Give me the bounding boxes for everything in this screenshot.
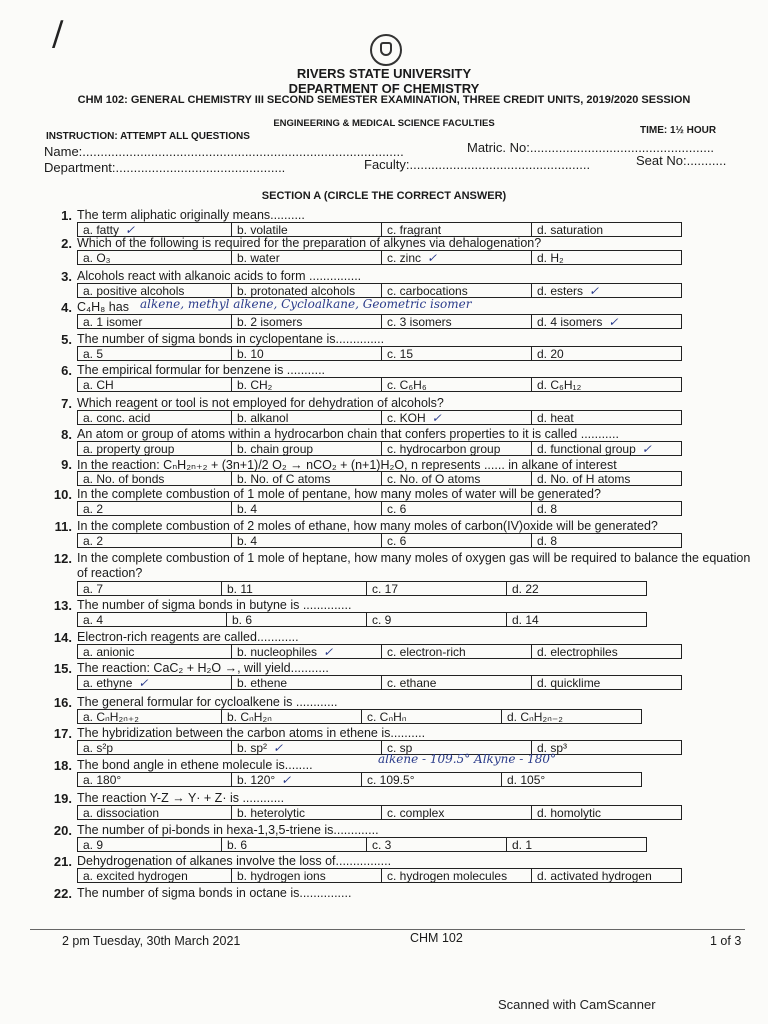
answer-option-label: d. 4 isomers (537, 315, 603, 329)
answer-option-label: c. No. of O atoms (387, 472, 481, 486)
question-number: 19. (53, 791, 72, 806)
answer-option[interactable] (382, 533, 532, 548)
question-number: 5. (61, 332, 72, 347)
exam-title: CHM 102: GENERAL CHEMISTRY III SECOND SEMESTER EXAMINATION, THREE CREDIT UNITS, 2019/2020 SESSION (77, 94, 691, 106)
answer-option[interactable] (222, 581, 367, 596)
answer-option[interactable] (532, 868, 682, 883)
answer-options-row (77, 675, 682, 691)
question-number: 20. (53, 823, 72, 838)
question-number: 4. (61, 300, 72, 315)
answer-option-label: c. C₆H₆ (387, 378, 427, 392)
instruction: INSTRUCTION: ATTEMPT ALL QUESTIONS (46, 131, 250, 142)
answer-option-label: d. 8 (537, 534, 558, 548)
answer-option-label: c. 3 (372, 838, 392, 852)
question-text: C₄H₈ has (77, 300, 129, 314)
handwritten-note-q4: alkene, methyl alkene, Cycloalkane, Geometric isomer (140, 297, 472, 311)
answer-option-label: b. 120° (237, 773, 276, 787)
university-name: RIVERS STATE UNIVERSITY (296, 66, 472, 81)
answer-options-row (77, 772, 642, 788)
answer-options-row (77, 471, 682, 487)
answer-options-row (77, 250, 682, 266)
answer-option-label: b. 2 isomers (237, 315, 303, 329)
answer-option[interactable] (77, 740, 232, 755)
answer-option[interactable] (532, 805, 682, 820)
answer-option[interactable] (502, 709, 642, 724)
answer-option[interactable] (382, 377, 532, 392)
answer-option[interactable] (507, 612, 647, 627)
answer-option[interactable] (382, 471, 532, 486)
answer-options-row (77, 501, 682, 517)
answer-option[interactable] (77, 709, 222, 724)
answer-option[interactable] (532, 471, 682, 486)
answer-option[interactable] (232, 675, 382, 690)
answer-option-label: b. water (237, 251, 280, 265)
answer-option-label: d. 20 (537, 347, 564, 361)
answer-option-label: c. fragrant (387, 223, 442, 237)
question-number: 16. (53, 695, 72, 710)
answer-option-label: d. CₙH₂ₙ₋₂ (507, 710, 563, 724)
footer-rule (30, 929, 745, 930)
answer-option[interactable] (382, 868, 532, 883)
answer-option[interactable] (232, 441, 382, 456)
answer-option-label: a. 2 (83, 502, 104, 516)
question-text: Electron-rich reagents are called............ (77, 630, 299, 644)
answer-option-label: d. saturation (537, 223, 604, 237)
answer-option[interactable] (502, 772, 642, 787)
answer-option[interactable] (232, 805, 382, 820)
answer-options-row (77, 441, 682, 457)
answer-option-label: d. C₆H₁₂ (537, 378, 582, 392)
answer-option-label: b. CH₂ (237, 378, 273, 392)
answer-option[interactable] (77, 222, 232, 237)
answer-option-label: c. hydrocarbon group (387, 442, 501, 456)
answer-option[interactable] (222, 837, 367, 852)
answer-option[interactable] (382, 314, 532, 329)
camscanner-watermark: Scanned with CamScanner (498, 997, 656, 1012)
check-mark-icon: ✓ (641, 442, 652, 456)
answer-option-label: c. zinc (387, 251, 422, 265)
answer-option[interactable] (382, 441, 532, 456)
answer-option[interactable] (232, 501, 382, 516)
answer-option[interactable] (77, 675, 232, 690)
question-text: The term aliphatic originally means.......... (77, 208, 305, 222)
question-number: 6. (61, 363, 72, 378)
question-text: The reaction: CaC₂ + H₂O →, will yield........... (77, 661, 329, 675)
question-number: 13. (53, 598, 72, 613)
answer-option[interactable] (232, 222, 382, 237)
answer-option-label: d. 22 (512, 582, 539, 596)
answer-option[interactable] (77, 471, 232, 486)
question-text: An atom or group of atoms within a hydrocarbon chain that confers properties to it is called ........... (77, 427, 619, 441)
question-number: 3. (61, 269, 72, 284)
answer-option[interactable] (532, 644, 682, 659)
footer-course: CHM 102 (410, 931, 463, 945)
answer-options-row (77, 837, 647, 853)
answer-option[interactable] (232, 314, 382, 329)
answer-option-label: a. fatty (83, 223, 120, 237)
answer-options-row (77, 533, 682, 549)
department-field: Department:............................................... (44, 160, 286, 175)
answer-option[interactable] (532, 501, 682, 516)
question-text: The number of sigma bonds in butyne is .............. (77, 598, 352, 612)
answer-option-label: c. sp (387, 741, 413, 755)
handwritten-note-q18: alkene - 109.5° Alkyne - 180° (378, 752, 557, 766)
question-text: The general formular for cycloalkene is ............ (77, 695, 338, 709)
answer-option[interactable] (382, 410, 532, 425)
question-number: 7. (61, 396, 72, 411)
answer-option-label: c. 9 (372, 613, 392, 627)
answer-option-label: d. 8 (537, 502, 558, 516)
answer-option-label: c. KOH (387, 411, 426, 425)
answer-option[interactable] (367, 612, 507, 627)
answer-option-label: a. 5 (83, 347, 104, 361)
answer-option[interactable] (507, 581, 647, 596)
answer-option-label: b. CₙH₂ₙ (227, 710, 272, 724)
question-number: 14. (53, 630, 72, 645)
answer-option[interactable] (77, 314, 232, 329)
answer-option-label: c. complex (387, 806, 445, 820)
answer-option-label: d. 1 (512, 838, 533, 852)
question-text: The number of sigma bonds in octane is............... (77, 886, 352, 900)
answer-options-row (77, 377, 682, 393)
answer-option[interactable] (222, 709, 362, 724)
answer-option-label: b. 6 (232, 613, 253, 627)
answer-option-label: b. sp² (237, 741, 268, 755)
question-text: The reaction Y-Z → Y· + Z· is ............ (77, 791, 285, 805)
university-logo (370, 34, 402, 66)
answer-option-label: a. 7 (83, 582, 104, 596)
answer-option-label: c. ethane (387, 676, 437, 690)
answer-option-label: a. CH (83, 378, 114, 392)
answer-option-label: a. excited hydrogen (83, 869, 188, 883)
answer-option[interactable] (77, 805, 232, 820)
question-text-continued: of reaction? (77, 566, 143, 580)
answer-options-row (77, 581, 647, 597)
question-number: 15. (53, 661, 72, 676)
answer-option-label: a. 180° (83, 773, 122, 787)
answer-option-label: d. quicklime (537, 676, 601, 690)
answer-option[interactable] (77, 250, 232, 265)
answer-option-label: d. esters (537, 284, 584, 298)
answer-options-row (77, 805, 682, 821)
answer-option-label: a. positive alcohols (83, 284, 185, 298)
answer-option-label: a. anionic (83, 645, 135, 659)
answer-options-row (77, 410, 682, 426)
answer-option-label: b. volatile (237, 223, 288, 237)
answer-option-label: a. O₃ (83, 251, 111, 265)
answer-option[interactable] (532, 314, 682, 329)
answer-option-label: a. property group (83, 442, 175, 456)
answer-option[interactable] (532, 283, 682, 298)
faculties-line: ENGINEERING & MEDICAL SCIENCE FACULTIES (273, 118, 495, 129)
answer-option-label: d. 14 (512, 613, 539, 627)
answer-option[interactable] (532, 410, 682, 425)
answer-option[interactable] (367, 837, 507, 852)
answer-option[interactable] (362, 709, 502, 724)
answer-option-label: c. 6 (387, 502, 407, 516)
answer-options-row (77, 314, 682, 330)
answer-option[interactable] (532, 250, 682, 265)
question-number: 12. (53, 551, 72, 566)
answer-option[interactable] (227, 612, 367, 627)
answer-option-label: b. 4 (237, 502, 258, 516)
question-text: In the reaction: CₙH₂ₙ₊₂ + (3n+1)/2 O₂ → nCO₂ + (n+1)H₂O, n represents ...... in alkane of interest (77, 458, 617, 472)
answer-option[interactable] (77, 377, 232, 392)
answer-option[interactable] (77, 837, 222, 852)
answer-option[interactable] (232, 644, 382, 659)
question-number: 21. (53, 854, 72, 869)
answer-option[interactable] (77, 533, 232, 548)
answer-option-label: b. 6 (227, 838, 248, 852)
answer-option-label: b. ethene (237, 676, 288, 690)
answer-option-label: a. 1 isomer (83, 315, 143, 329)
check-mark-icon: ✓ (589, 284, 600, 298)
answer-option[interactable] (232, 471, 382, 486)
answer-option[interactable] (77, 581, 222, 596)
answer-option[interactable] (77, 283, 232, 298)
answer-option[interactable] (232, 250, 382, 265)
answer-options-row (77, 644, 682, 660)
answer-option-label: b. nucleophiles (237, 645, 318, 659)
answer-option[interactable] (382, 644, 532, 659)
question-text: The bond angle in ethene molecule is........ (77, 758, 313, 772)
section-title: SECTION A (CIRCLE THE CORRECT ANSWER) (261, 190, 507, 202)
answer-option-label: c. 17 (372, 582, 399, 596)
question-text: Which reagent or tool is not employed for dehydration of alcohols? (77, 396, 444, 410)
question-number: 2. (61, 236, 72, 251)
answer-option[interactable] (232, 740, 382, 755)
answer-option-label: d. heat (537, 411, 574, 425)
answer-option-label: b. 11 (227, 582, 253, 596)
question-text: The empirical formular for benzene is ........... (77, 363, 326, 377)
question-number: 10. (53, 487, 72, 502)
answer-options-row (77, 346, 682, 362)
check-mark-icon: ✓ (125, 223, 136, 237)
answer-option[interactable] (232, 533, 382, 548)
answer-option[interactable] (77, 644, 232, 659)
answer-option[interactable] (367, 581, 507, 596)
answer-option-label: c. 6 (387, 534, 407, 548)
answer-option-label: a. ethyne (83, 676, 133, 690)
faculty-field: Faculty:.................................................. (364, 157, 591, 172)
answer-option[interactable] (77, 441, 232, 456)
answer-option[interactable] (77, 501, 232, 516)
answer-option-label: a. CₙH₂ₙ₊₂ (83, 710, 139, 724)
exam-time: TIME: 1½ HOUR (640, 125, 717, 136)
check-mark-icon: ✓ (138, 676, 149, 690)
question-text: The hybridization between the carbon atoms in ethene is.......... (77, 726, 426, 740)
answer-option-label: d. activated hydrogen (537, 869, 652, 883)
answer-option-label: c. 3 isomers (387, 315, 452, 329)
question-text: In the complete combustion of 2 moles of ethane, how many moles of carbon(IV)oxide will be generated? (77, 519, 658, 533)
answer-option[interactable] (77, 772, 232, 787)
answer-option[interactable] (232, 346, 382, 361)
answer-option-label: c. 109.5° (367, 773, 415, 787)
check-mark-icon: ✓ (273, 741, 284, 755)
answer-option[interactable] (532, 377, 682, 392)
answer-options-row (77, 709, 642, 725)
question-text: Which of the following is required for the preparation of alkynes via dehalogenation? (77, 236, 542, 250)
question-number: 17. (53, 726, 72, 741)
answer-option[interactable] (382, 346, 532, 361)
answer-option-label: d. H₂ (537, 251, 564, 265)
answer-option-label: b. hydrogen ions (237, 869, 326, 883)
answer-option-label: a. 2 (83, 534, 104, 548)
answer-option-label: d. 105° (507, 773, 546, 787)
answer-option-label: b. alkanol (237, 411, 289, 425)
footer-page: 1 of 3 (710, 934, 742, 948)
answer-option[interactable] (532, 222, 682, 237)
answer-option[interactable] (382, 501, 532, 516)
answer-option[interactable] (382, 222, 532, 237)
answer-option[interactable] (232, 377, 382, 392)
answer-option-label: a. conc. acid (83, 411, 151, 425)
answer-option-label: c. electron-rich (387, 645, 466, 659)
answer-option-label: a. 4 (83, 613, 104, 627)
answer-option-label: d. functional group (537, 442, 636, 456)
answer-option-label: c. CₙHₙ (367, 710, 407, 724)
answer-option[interactable] (382, 250, 532, 265)
check-mark-icon: ✓ (608, 315, 619, 329)
answer-option-label: d. electrophiles (537, 645, 618, 659)
answer-option[interactable] (507, 837, 647, 852)
question-text: In the complete combustion of 1 mole of pentane, how many moles of water will be generated? (77, 487, 601, 501)
question-text: Alcohols react with alkanoic acids to form ............... (77, 269, 362, 283)
answer-option[interactable] (382, 283, 532, 298)
question-text: In the complete combustion of 1 mole of heptane, how many moles of oxygen gas will be required to balance the equation (77, 551, 751, 565)
answer-option-label: c. hydrogen molecules (387, 869, 508, 883)
answer-option[interactable] (382, 805, 532, 820)
check-mark-icon: ✓ (323, 645, 334, 659)
answer-option[interactable] (77, 410, 232, 425)
answer-option-label: d. sp³ (537, 741, 568, 755)
answer-options-row (77, 868, 682, 884)
answer-option[interactable] (77, 346, 232, 361)
question-text: Dehydrogenation of alkanes involve the loss of................ (77, 854, 392, 868)
question-number: 9. (61, 457, 72, 472)
check-mark-icon: ✓ (431, 411, 442, 425)
answer-option-label: b. protonated alcohols (237, 284, 356, 298)
answer-option[interactable] (532, 533, 682, 548)
question-text: The number of pi-bonds in hexa-1,3,5-triene is............. (77, 823, 379, 837)
answer-option-label: a. dissociation (83, 806, 160, 820)
question-text: The number of sigma bonds in cyclopentane is.............. (77, 332, 385, 346)
answer-option[interactable] (232, 772, 362, 787)
answer-option-label: b. 10 (237, 347, 264, 361)
answer-option-label: b. No. of C atoms (237, 472, 331, 486)
question-number: 18. (53, 758, 72, 773)
answer-option[interactable] (232, 868, 382, 883)
question-number: 8. (61, 427, 72, 442)
question-number: 1. (61, 208, 72, 223)
answer-option-label: d. No. of H atoms (537, 472, 631, 486)
check-mark-icon: ✓ (281, 773, 292, 787)
answer-options-row (77, 612, 647, 628)
answer-option-label: c. carbocations (387, 284, 468, 298)
answer-option[interactable] (77, 868, 232, 883)
answer-option-label: a. 9 (83, 838, 104, 852)
answer-option[interactable] (532, 441, 682, 456)
answer-option-label: b. chain group (237, 442, 314, 456)
answer-option-label: a. No. of bonds (83, 472, 165, 486)
answer-option-label: d. homolytic (537, 806, 602, 820)
answer-option[interactable] (77, 612, 227, 627)
seat-field: Seat No:........... (636, 153, 727, 168)
answer-option-label: b. 4 (237, 534, 258, 548)
answer-option-label: c. 15 (387, 347, 414, 361)
answer-option-label: a. s²p (83, 741, 114, 755)
answer-option[interactable] (232, 410, 382, 425)
answer-option[interactable] (232, 283, 382, 298)
check-mark-icon: ✓ (427, 251, 438, 265)
answer-option[interactable] (532, 675, 682, 690)
question-number: 11. (54, 519, 72, 534)
answer-option[interactable] (382, 675, 532, 690)
footer-date: 2 pm Tuesday, 30th March 2021 (62, 934, 241, 948)
answer-option[interactable] (362, 772, 502, 787)
answer-option-label: b. heterolytic (237, 806, 306, 820)
name-field: Name:......................................................................................... (44, 144, 404, 159)
department-name: DEPARTMENT OF CHEMISTRY (288, 81, 480, 96)
question-number: 22. (53, 886, 72, 901)
matric-field: Matric. No:................................................... (467, 140, 715, 155)
pen-stroke-mark: / (52, 14, 64, 54)
answer-option[interactable] (532, 346, 682, 361)
